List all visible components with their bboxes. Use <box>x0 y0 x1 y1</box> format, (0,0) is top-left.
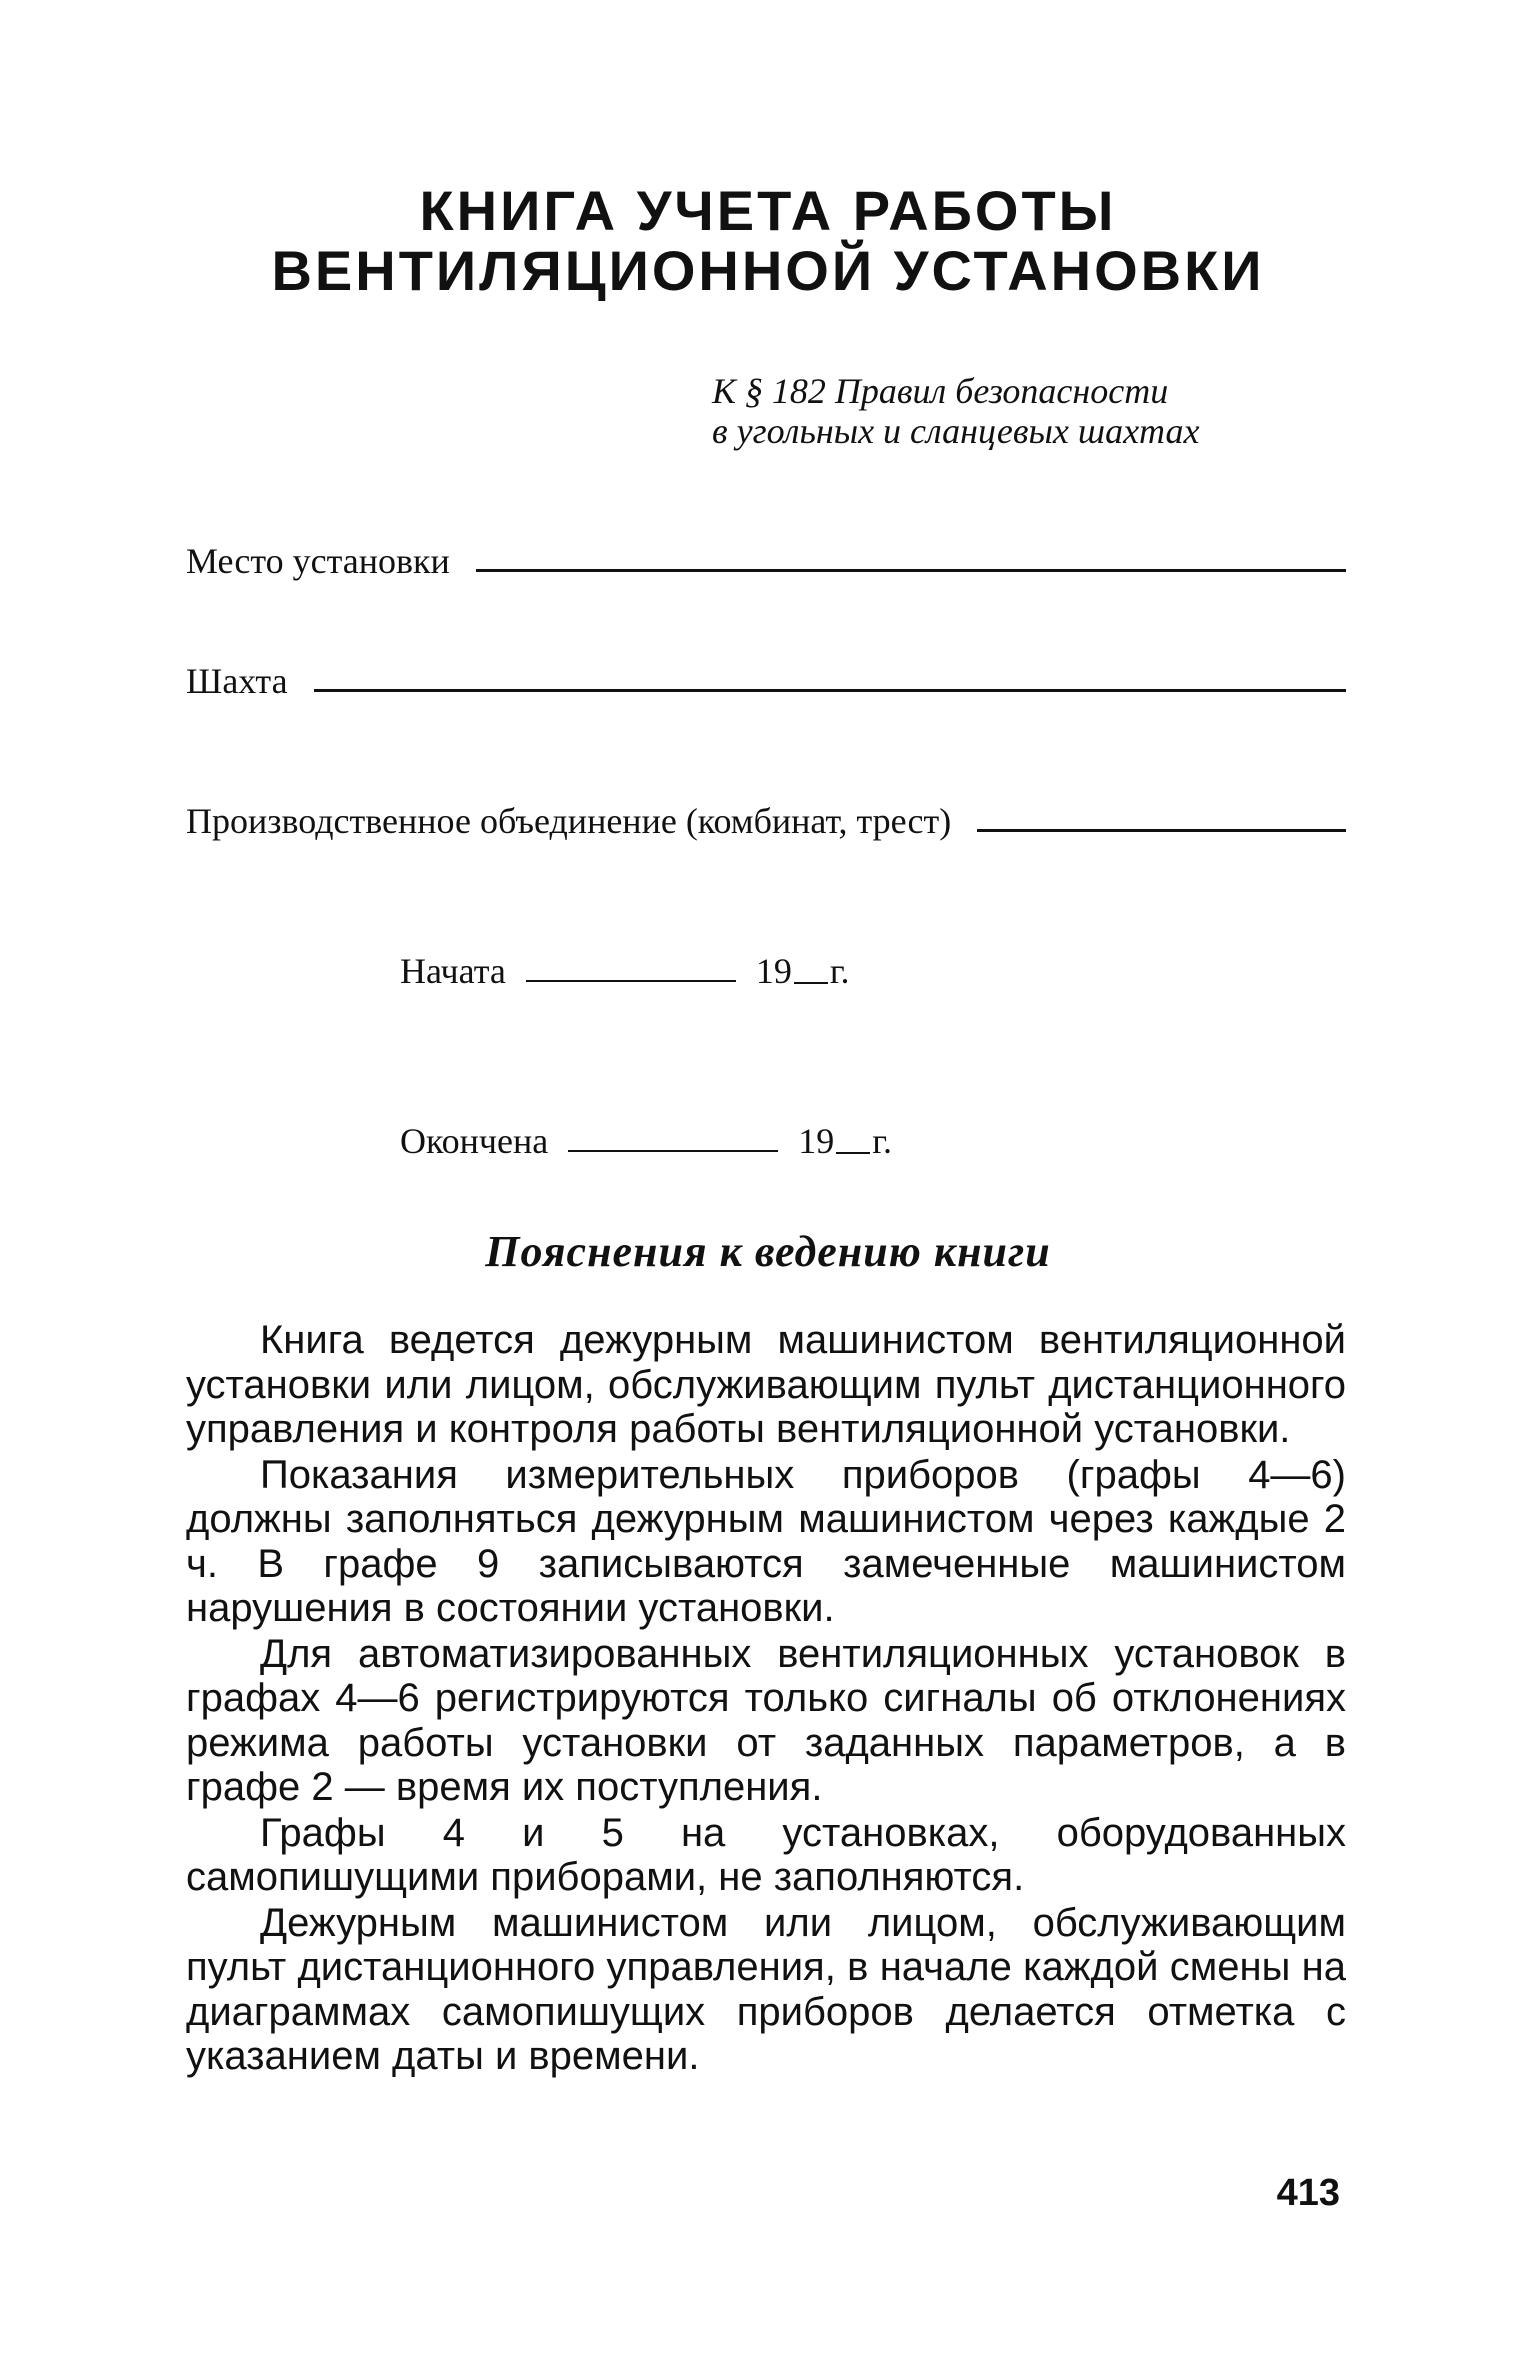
explanation-paragraph: Графы 4 и 5 на установках, оборудованных самопишущими приборами, не заполняются. <box>186 1810 1346 1899</box>
rule-reference-line-2: в угольных и сланцевых шахтах <box>712 411 1200 451</box>
explanation-paragraph: Дежурным машинистом или лицом, обслуживающим пульт дистанционного управления, в начале каждой смены на диаграммах самопишущих приборов делается отметка с указанием даты и времени. <box>186 1900 1346 2078</box>
started-year-suffix: г. <box>829 951 850 991</box>
location-field <box>186 540 1346 582</box>
rule-reference-line-1: К § 182 Правил безопасности <box>712 371 1169 411</box>
finished-date-line <box>568 1150 778 1152</box>
explanations-heading: Пояснения к ведению книги <box>485 1227 1051 1276</box>
started-date-field <box>400 950 850 992</box>
started-label: Начата <box>400 951 506 991</box>
finished-label: Окончена <box>400 1121 549 1161</box>
book-title-line-2: ВЕНТИЛЯЦИОННОЙ УСТАНОВКИ <box>271 239 1265 302</box>
mine-label: Шахта <box>186 661 288 701</box>
explanations-body <box>186 1318 1346 2080</box>
finished-year-line <box>836 1152 870 1154</box>
mine-field <box>186 660 1346 702</box>
association-label: Производственное объединение (комбинат, трест) <box>186 801 952 841</box>
started-year-line <box>794 982 828 984</box>
explanation-paragraph: Показания измерительных приборов (графы 4—6) должны заполняться дежурным машинистом через каждые 2 ч. В графе 9 записываются замеченные машинистом нарушения в состоянии установки. <box>186 1452 1346 1630</box>
location-label: Место установки <box>186 541 450 581</box>
finished-year-prefix: 19 <box>798 1121 835 1161</box>
finished-year-suffix: г. <box>872 1121 892 1161</box>
started-date-line <box>526 980 736 982</box>
location-fill-line <box>476 569 1346 572</box>
association-fill-line <box>977 829 1346 832</box>
finished-date-field <box>400 1120 892 1162</box>
book-title-line-1: КНИГА УЧЕТА РАБОТЫ <box>419 179 1117 242</box>
association-field <box>186 800 1346 842</box>
explanation-paragraph: Книга ведется дежурным машинистом вентиляционной установки или лицом, обслуживающим пульт дистанционного управления и контроля работы вентиляционной установки. <box>186 1318 1346 1451</box>
mine-fill-line <box>314 689 1346 692</box>
started-year-prefix: 19 <box>755 951 792 991</box>
explanation-paragraph: Для автоматизированных вентиляционных установок в графах 4—6 регистрируются только сигналы об отклонениях режима работы установки от заданных параметров, а в графе 2 — время их поступления. <box>186 1631 1346 1809</box>
page-number: 413 <box>1276 2172 1340 2214</box>
